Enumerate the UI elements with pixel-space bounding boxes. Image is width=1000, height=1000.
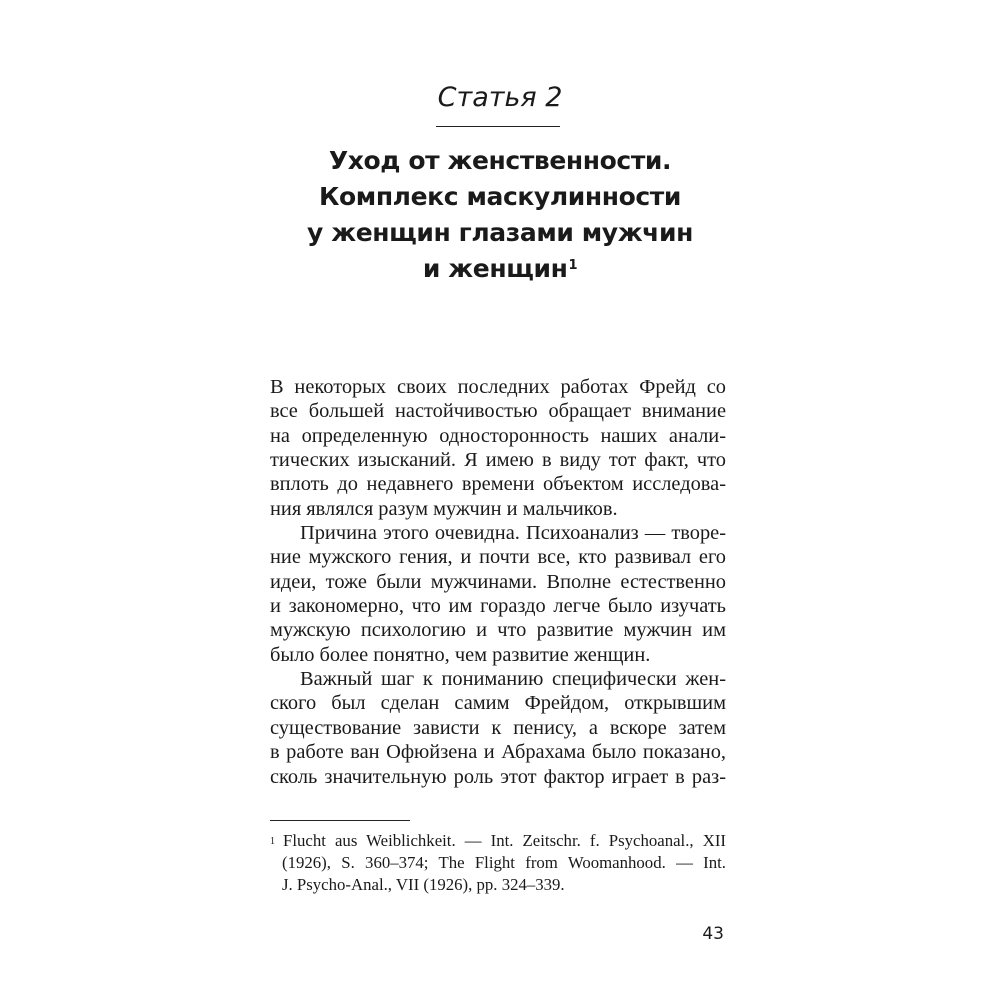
footnote-line: (1926), S. 360–374; The Flight from Woomanhood. — Int.: [282, 853, 726, 872]
title-line: Уход от женственности.: [328, 146, 672, 175]
title-footnote-mark: 1: [568, 258, 578, 273]
body-line: вплоть до недавнего времени объектом исследова-: [270, 473, 726, 496]
title-line: Комплекс маскулинности: [318, 182, 682, 211]
body-line: мужскую психологию и что развитие мужчин им: [270, 619, 726, 642]
body-line: и закономерно, что им гораздо легче было изучать: [270, 595, 726, 618]
body-line: было более понятно, чем развитие женщин.: [270, 643, 651, 666]
body-line: идеи, тоже были мужчинами. Вполне естественно: [270, 570, 726, 593]
title-line: у женщин глазами мужчин: [307, 218, 693, 247]
body-line: тических изысканий. Я имею в виду тот факт, что: [270, 449, 726, 472]
body-line: Причина этого очевидна. Психоанализ — творе-: [300, 522, 726, 545]
body-line: на определенную односторонность наших анали-: [270, 424, 726, 447]
article-title: [230, 143, 770, 287]
body-line: в работе ван Офюйзена и Абрахама было показано,: [270, 741, 726, 764]
footnote-line-text: Flucht aus Weiblichkeit. — Int. Zeitschr. f. Psychoanal., XII: [283, 831, 726, 850]
footnote-divider: [270, 820, 410, 821]
footnote-line: [270, 830, 726, 852]
article-number: Статья 2: [437, 82, 563, 113]
body-line: все большей настойчивостью обращает внимание: [270, 400, 726, 423]
kicker-divider: [436, 126, 560, 127]
footnote: [270, 830, 726, 896]
title-line-last: [230, 251, 770, 287]
title-line-text: и женщин: [422, 254, 568, 283]
footnote-mark: 1: [270, 836, 275, 847]
body-line: сколь значительную роль этот фактор играет в раз-: [270, 765, 726, 788]
body-line: В некоторых своих последних работах Фрейд со: [270, 376, 726, 398]
body-line: существование зависти к пенису, а вскоре затем: [270, 716, 726, 739]
body-text: [270, 375, 726, 789]
body-line: ние мужского гения, и почти все, кто развивал его: [270, 546, 726, 569]
body-line: Важный шаг к пониманию специфически жен-: [300, 668, 726, 691]
body-line: ского был сделан самим Фрейдом, открывшим: [270, 692, 726, 715]
footnote-line: J. Psycho-Anal., VII (1926), pp. 324–339.: [282, 875, 565, 894]
body-line: ния являлся разум мужчин и мальчиков.: [270, 497, 618, 520]
page-number: 43: [702, 924, 724, 944]
